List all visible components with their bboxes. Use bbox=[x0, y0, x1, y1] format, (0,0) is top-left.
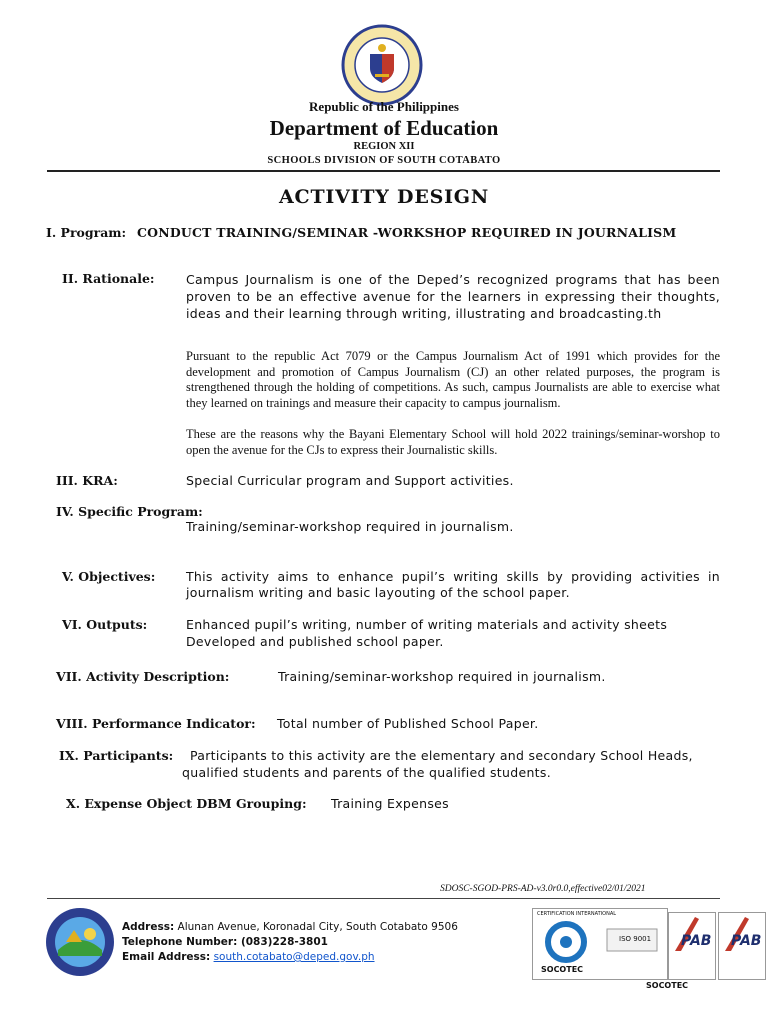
performance-indicator-value: Total number of Published School Paper. bbox=[277, 716, 539, 731]
pab-badge-1 bbox=[668, 912, 716, 980]
document-code: SDOSC-SGOD-PRS-AD-v3.0r0.0,effective02/01/2021 bbox=[440, 884, 646, 894]
participants-label: IX. Participants: bbox=[59, 748, 174, 763]
republic-line: Republic of the Philippines bbox=[309, 99, 459, 114]
expense-value: Training Expenses bbox=[331, 796, 449, 811]
rationale-paragraph-3: These are the reasons why the Bayani Elementary School will hold 2022 trainings/seminar-worshop to open the avenue for the CJs to express their Journalistic skills. bbox=[186, 427, 720, 457]
email-link[interactable]: south.cotabato@deped.gov.ph bbox=[213, 951, 375, 963]
rationale-paragraph-1: Campus Journalism is one of the Deped’s recognized programs that has been proven to be an effective avenue for the learners in expressing their thoughts, ideas and their learning through writing, illustrating and broadcasting.th bbox=[186, 272, 720, 321]
footer-phone bbox=[122, 935, 328, 950]
rationale-label: II. Rationale: bbox=[62, 271, 155, 286]
footer-email bbox=[122, 950, 375, 965]
activity-description-value: Training/seminar-workshop required in journalism. bbox=[278, 669, 606, 684]
performance-indicator-label: VIII. Performance Indicator: bbox=[56, 716, 256, 731]
page-title: ACTIVITY DESIGN bbox=[279, 186, 489, 208]
header-divider bbox=[47, 170, 720, 172]
address-label: Address: bbox=[122, 921, 175, 933]
phone-label: Telephone Number: bbox=[122, 936, 238, 948]
kra-value: Special Curricular program and Support activities. bbox=[186, 473, 514, 488]
participants-line-2: qualified students and parents of the qualified students. bbox=[182, 765, 551, 780]
socotec-iso-badge bbox=[532, 908, 668, 980]
specific-program-label: IV. Specific Program: bbox=[56, 504, 203, 519]
footer-address bbox=[122, 920, 458, 935]
objectives-value: This activity aims to enhance pupil’s writing skills by providing activities in journalism writing and basic layouting of the school paper. bbox=[186, 569, 720, 600]
objectives-label: V. Objectives: bbox=[62, 569, 156, 584]
division-logo bbox=[44, 906, 116, 978]
socotec-bottom-text: SOCOTEC bbox=[646, 981, 689, 990]
iso-text: ISO 9001 bbox=[619, 935, 652, 943]
division-line: SCHOOLS DIVISION OF SOUTH COTABATO bbox=[267, 155, 501, 166]
department-title: Department of Education bbox=[269, 116, 499, 140]
program-value: CONDUCT TRAINING/SEMINAR -WORKSHOP REQUIRED IN JOURNALISM bbox=[137, 225, 677, 240]
footer-divider bbox=[47, 898, 720, 899]
socotec-text: SOCOTEC bbox=[541, 965, 584, 974]
pab-text-2: PAB bbox=[731, 933, 762, 949]
pab-text-1: PAB bbox=[681, 933, 712, 949]
phone-value: (083)228-3801 bbox=[240, 936, 328, 948]
program-label: I. Program: bbox=[46, 225, 127, 240]
outputs-line-2: Developed and published school paper. bbox=[186, 634, 444, 649]
email-label: Email Address: bbox=[122, 951, 211, 963]
specific-program-value: Training/seminar-workshop required in journalism. bbox=[186, 519, 514, 534]
region-line: REGION XII bbox=[353, 141, 415, 152]
rationale-paragraph-2: Pursuant to the republic Act 7079 or the Campus Journalism Act of 1991 which provides for the development and promotion of Campus Journalism (CJ) an other related purposes, the program is strengthened through the holding of competitions. As such, campus Journalists are able to exercise what they learned on trainings and measure their capacity to campus journalism. bbox=[186, 349, 720, 410]
cert-intl-text: CERTIFICATION INTERNATIONAL bbox=[537, 911, 617, 917]
participants-line-1: Participants to this activity are the elementary and secondary School Heads, bbox=[190, 748, 693, 763]
address-value: Alunan Avenue, Koronadal City, South Cotabato 9506 bbox=[177, 921, 458, 933]
outputs-line-1: Enhanced pupil’s writing, number of writing materials and activity sheets bbox=[186, 617, 668, 632]
pab-badge-2 bbox=[718, 912, 766, 980]
kra-label: III. KRA: bbox=[56, 473, 118, 488]
outputs-label: VI. Outputs: bbox=[62, 617, 148, 632]
activity-description-label: VII. Activity Description: bbox=[56, 669, 230, 684]
expense-label: X. Expense Object DBM Grouping: bbox=[66, 796, 307, 811]
deped-seal bbox=[341, 24, 423, 106]
